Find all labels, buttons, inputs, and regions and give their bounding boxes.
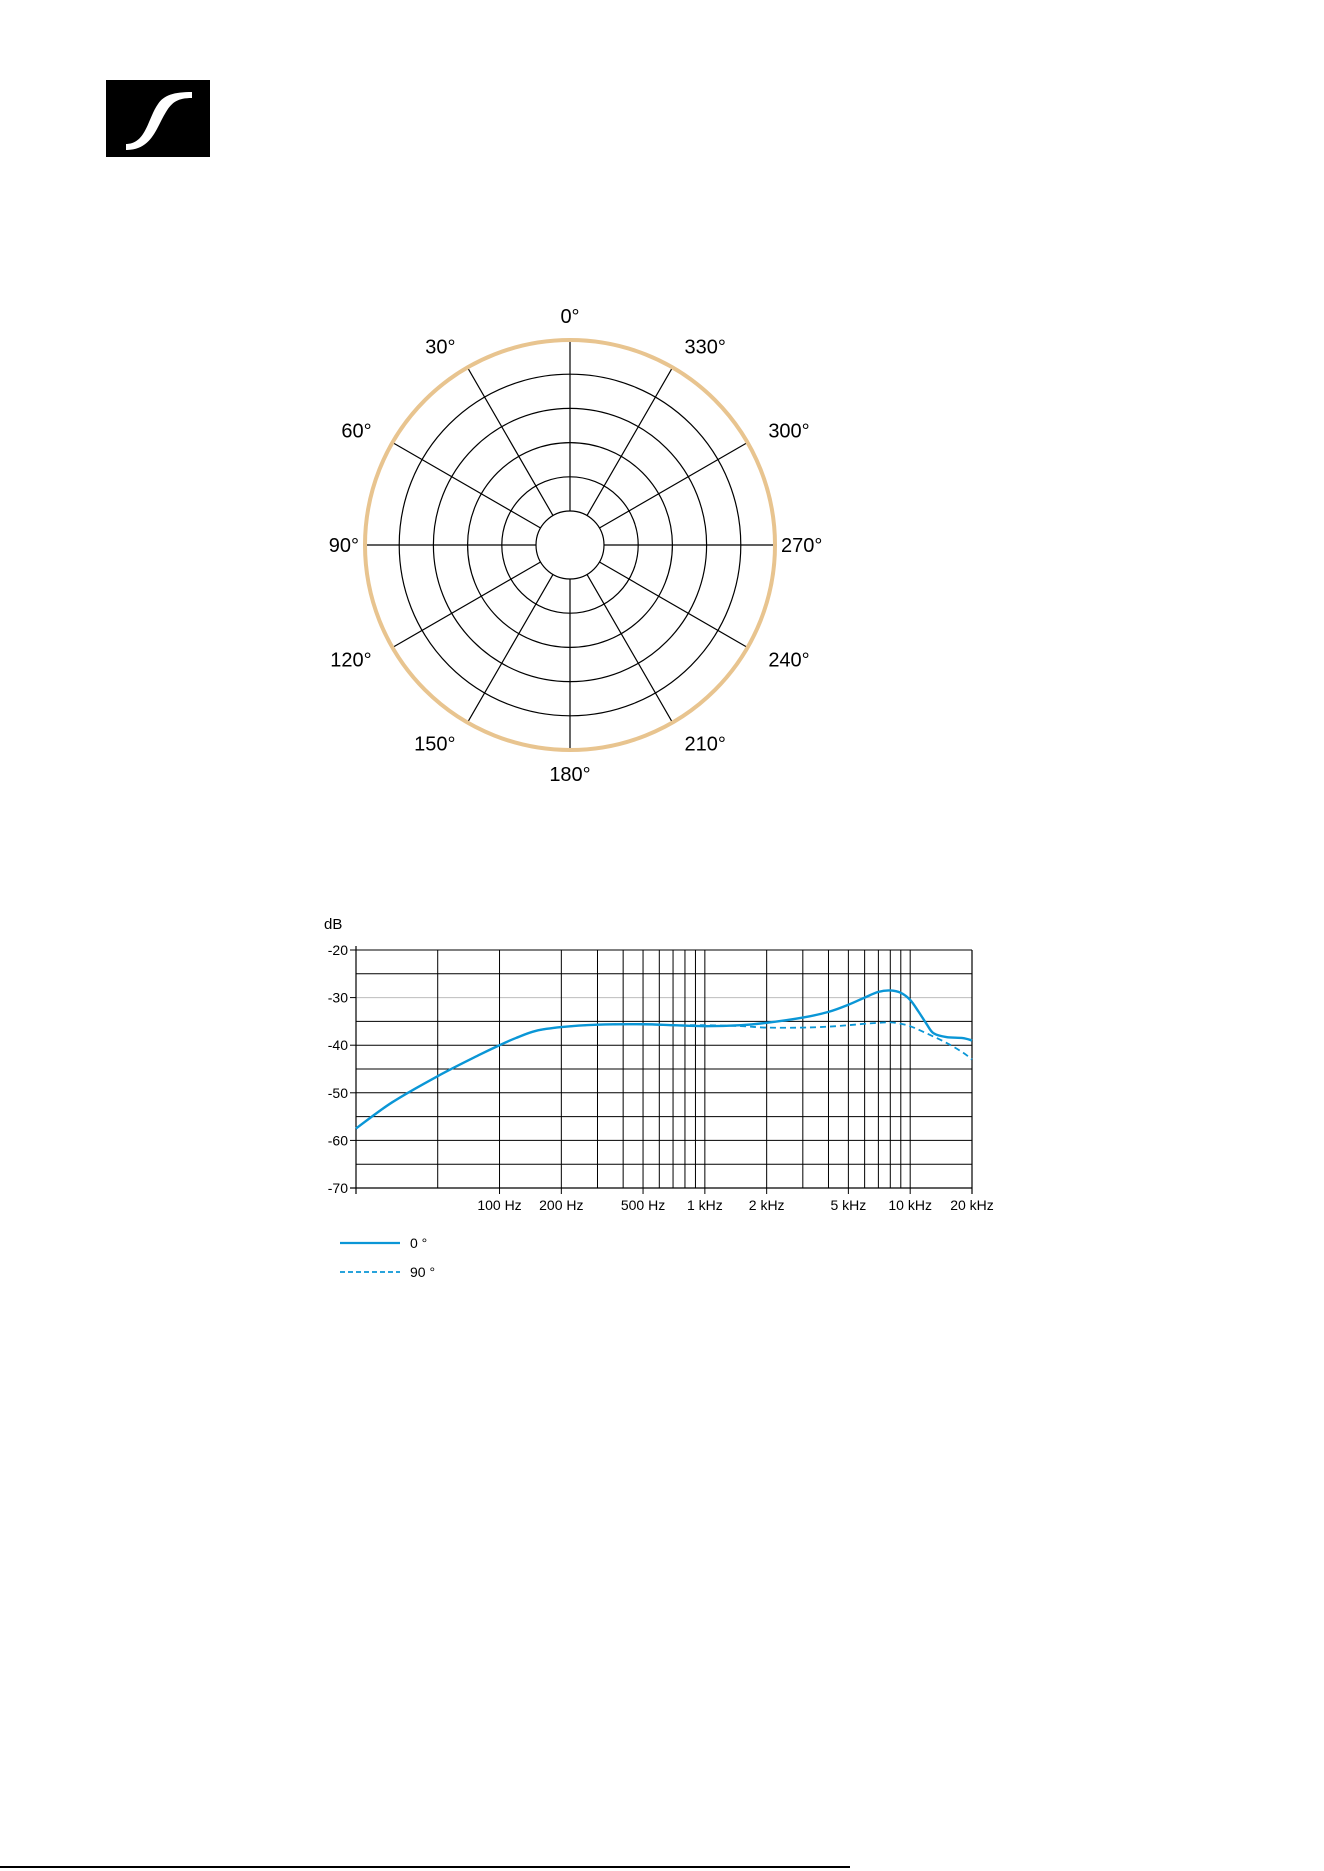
legend (340, 1235, 435, 1280)
y-tick-label: -50 (327, 1084, 348, 1101)
legend-label: 0 ° (410, 1235, 428, 1251)
polar-grid (365, 340, 775, 750)
x-tick-label: 10 kHz (888, 1197, 932, 1213)
polar-angle-label: 150° (414, 733, 456, 756)
freq-y-tick-labels (328, 942, 356, 1196)
freq-x-tick-labels (477, 1188, 993, 1213)
x-tick-label: 100 Hz (477, 1197, 522, 1213)
y-tick-label: -40 (327, 1037, 348, 1054)
series-90-line (356, 1022, 972, 1128)
x-tick-label: 1 kHz (686, 1197, 723, 1213)
frequency-response-chart (310, 905, 1010, 1315)
x-tick-label: 500 Hz (620, 1197, 666, 1213)
freq-grid (350, 946, 972, 1194)
polar-angle-label: 30° (425, 336, 456, 359)
polar-angle-label: 210° (684, 733, 726, 756)
polar-pattern-chart (310, 300, 850, 800)
x-tick-label: 200 Hz (539, 1197, 584, 1213)
polar-angle-labels (329, 306, 823, 786)
polar-angle-label: 240° (768, 649, 810, 672)
polar-angle-label: 120° (330, 649, 372, 672)
page-bottom-rule (0, 1866, 850, 1868)
polar-angle-label: 270° (781, 535, 823, 557)
polar-ring (536, 511, 604, 579)
polar-angle-label: 180° (549, 764, 591, 786)
polar-angle-label: 60° (341, 420, 372, 443)
y-axis-label: dB (324, 916, 343, 933)
x-tick-label: 2 kHz (748, 1197, 785, 1213)
polar-angle-label: 0° (560, 306, 580, 328)
x-tick-label: 20 kHz (950, 1197, 994, 1213)
y-tick-label: -30 (327, 989, 348, 1006)
polar-angle-label: 300° (768, 420, 810, 443)
polar-angle-label: 330° (684, 336, 726, 359)
freq-series (356, 990, 972, 1128)
series-0-line (356, 990, 972, 1128)
polar-angle-label: 90° (328, 535, 359, 557)
y-tick-label: -70 (327, 1180, 348, 1196)
y-tick-label: -60 (327, 1132, 348, 1149)
y-tick-label: -20 (327, 942, 348, 958)
sennheiser-logo-icon (106, 80, 210, 157)
legend-label: 90 ° (410, 1264, 436, 1280)
x-tick-label: 5 kHz (830, 1197, 867, 1213)
